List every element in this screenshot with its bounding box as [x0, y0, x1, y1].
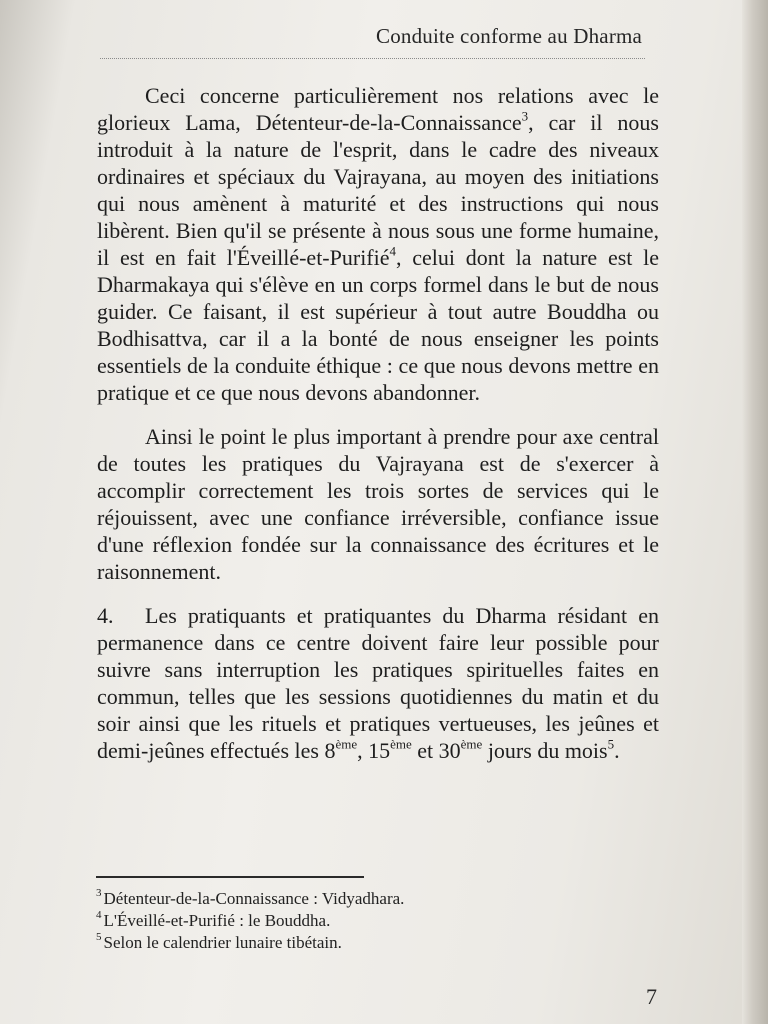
paragraph-3-part-e: . — [614, 738, 620, 763]
footnote-number: 4 — [96, 909, 102, 922]
footnotes — [96, 888, 516, 954]
footnote-number: 5 — [96, 931, 102, 944]
footnote-3 — [96, 888, 516, 910]
paragraph-1 — [97, 82, 659, 406]
paragraph-3 — [97, 602, 659, 764]
footnote-text: Détenteur-de-la-Connaissance : Vidyadhara. — [103, 889, 405, 908]
paragraph-1-part-b: , car il nous introduit à la nature de l'esprit, dans le cadre des niveaux ordinaires et spéciaux du Vajrayana, au moyen des initiations qui nous amènent à maturité et des instructions qui nous libèrent. Bien qu'il se présente à nous sous une forme humaine, il est en fait l'Éveillé-et-Purifié — [97, 110, 659, 270]
footnote-ref-5: 5 — [607, 736, 615, 752]
paragraph-3-part-c: et 30 — [411, 738, 461, 763]
paragraph-3-part-d: jours du mois — [482, 738, 608, 763]
header-rule — [100, 58, 645, 59]
paragraph-2: Ainsi le point le plus important à prendre pour axe central de toutes les pratiques du Vajrayana est de s'exercer à accomplir correctement les trois sortes de services qui le réjouissent, avec une confiance irréversible, confiance issue d'une réflexion fondée sur la connaissance des écritures et le raisonnement. — [97, 424, 659, 584]
ordinal-suffix-3: ème — [460, 736, 483, 752]
body-text — [97, 82, 659, 781]
footnote-4 — [96, 910, 516, 932]
footnote-separator — [96, 876, 364, 878]
ordinal-suffix-2: ème — [390, 736, 412, 752]
page-number: 7 — [646, 984, 657, 1009]
footnote-text: Selon le calendrier lunaire tibétain. — [103, 933, 342, 952]
running-title: Conduite conforme au Dharma — [376, 24, 643, 48]
footnote-ref-3: 3 — [521, 108, 529, 124]
page-edge-shadow — [742, 0, 768, 1024]
paragraph-3-part-b: , 15 — [357, 738, 391, 763]
footnote-ref-4: 4 — [389, 243, 397, 259]
footnote-number: 3 — [96, 887, 102, 900]
paragraph-1-part-a: Ceci concerne particulièrement nos relations avec le glorieux Lama, Détenteur-de-la-Connaissance — [97, 83, 659, 135]
paragraph-3-part-a: Les pratiquants et pratiquantes du Dharma résidant en permanence dans ce centre doivent faire leur possible pour suivre sans interruption les pratiques spirituelles faites en commun, telles que les sessions quotidiennes du matin et du soir ainsi que les rituels et pratiques vertueuses, les jeûnes et demi-jeûnes effectués les 8 — [97, 603, 659, 763]
item-number: 4. — [97, 603, 114, 628]
footnote-text: L'Éveillé-et-Purifié : le Bouddha. — [103, 911, 331, 930]
paragraph-1-part-c: , celui dont la nature est le Dharmakaya qui s'élève en un corps formel dans le but de nous guider. Ce faisant, il est supérieur à tout autre Bouddha ou Bodhisattva, car il a la bonté de nous enseigner les points essentiels de la conduite éthique : ce que nous devons mettre en pratique et ce que nous devons abandonner. — [97, 245, 660, 405]
ordinal-suffix-1: ème — [335, 736, 358, 752]
footnote-5 — [96, 932, 516, 954]
